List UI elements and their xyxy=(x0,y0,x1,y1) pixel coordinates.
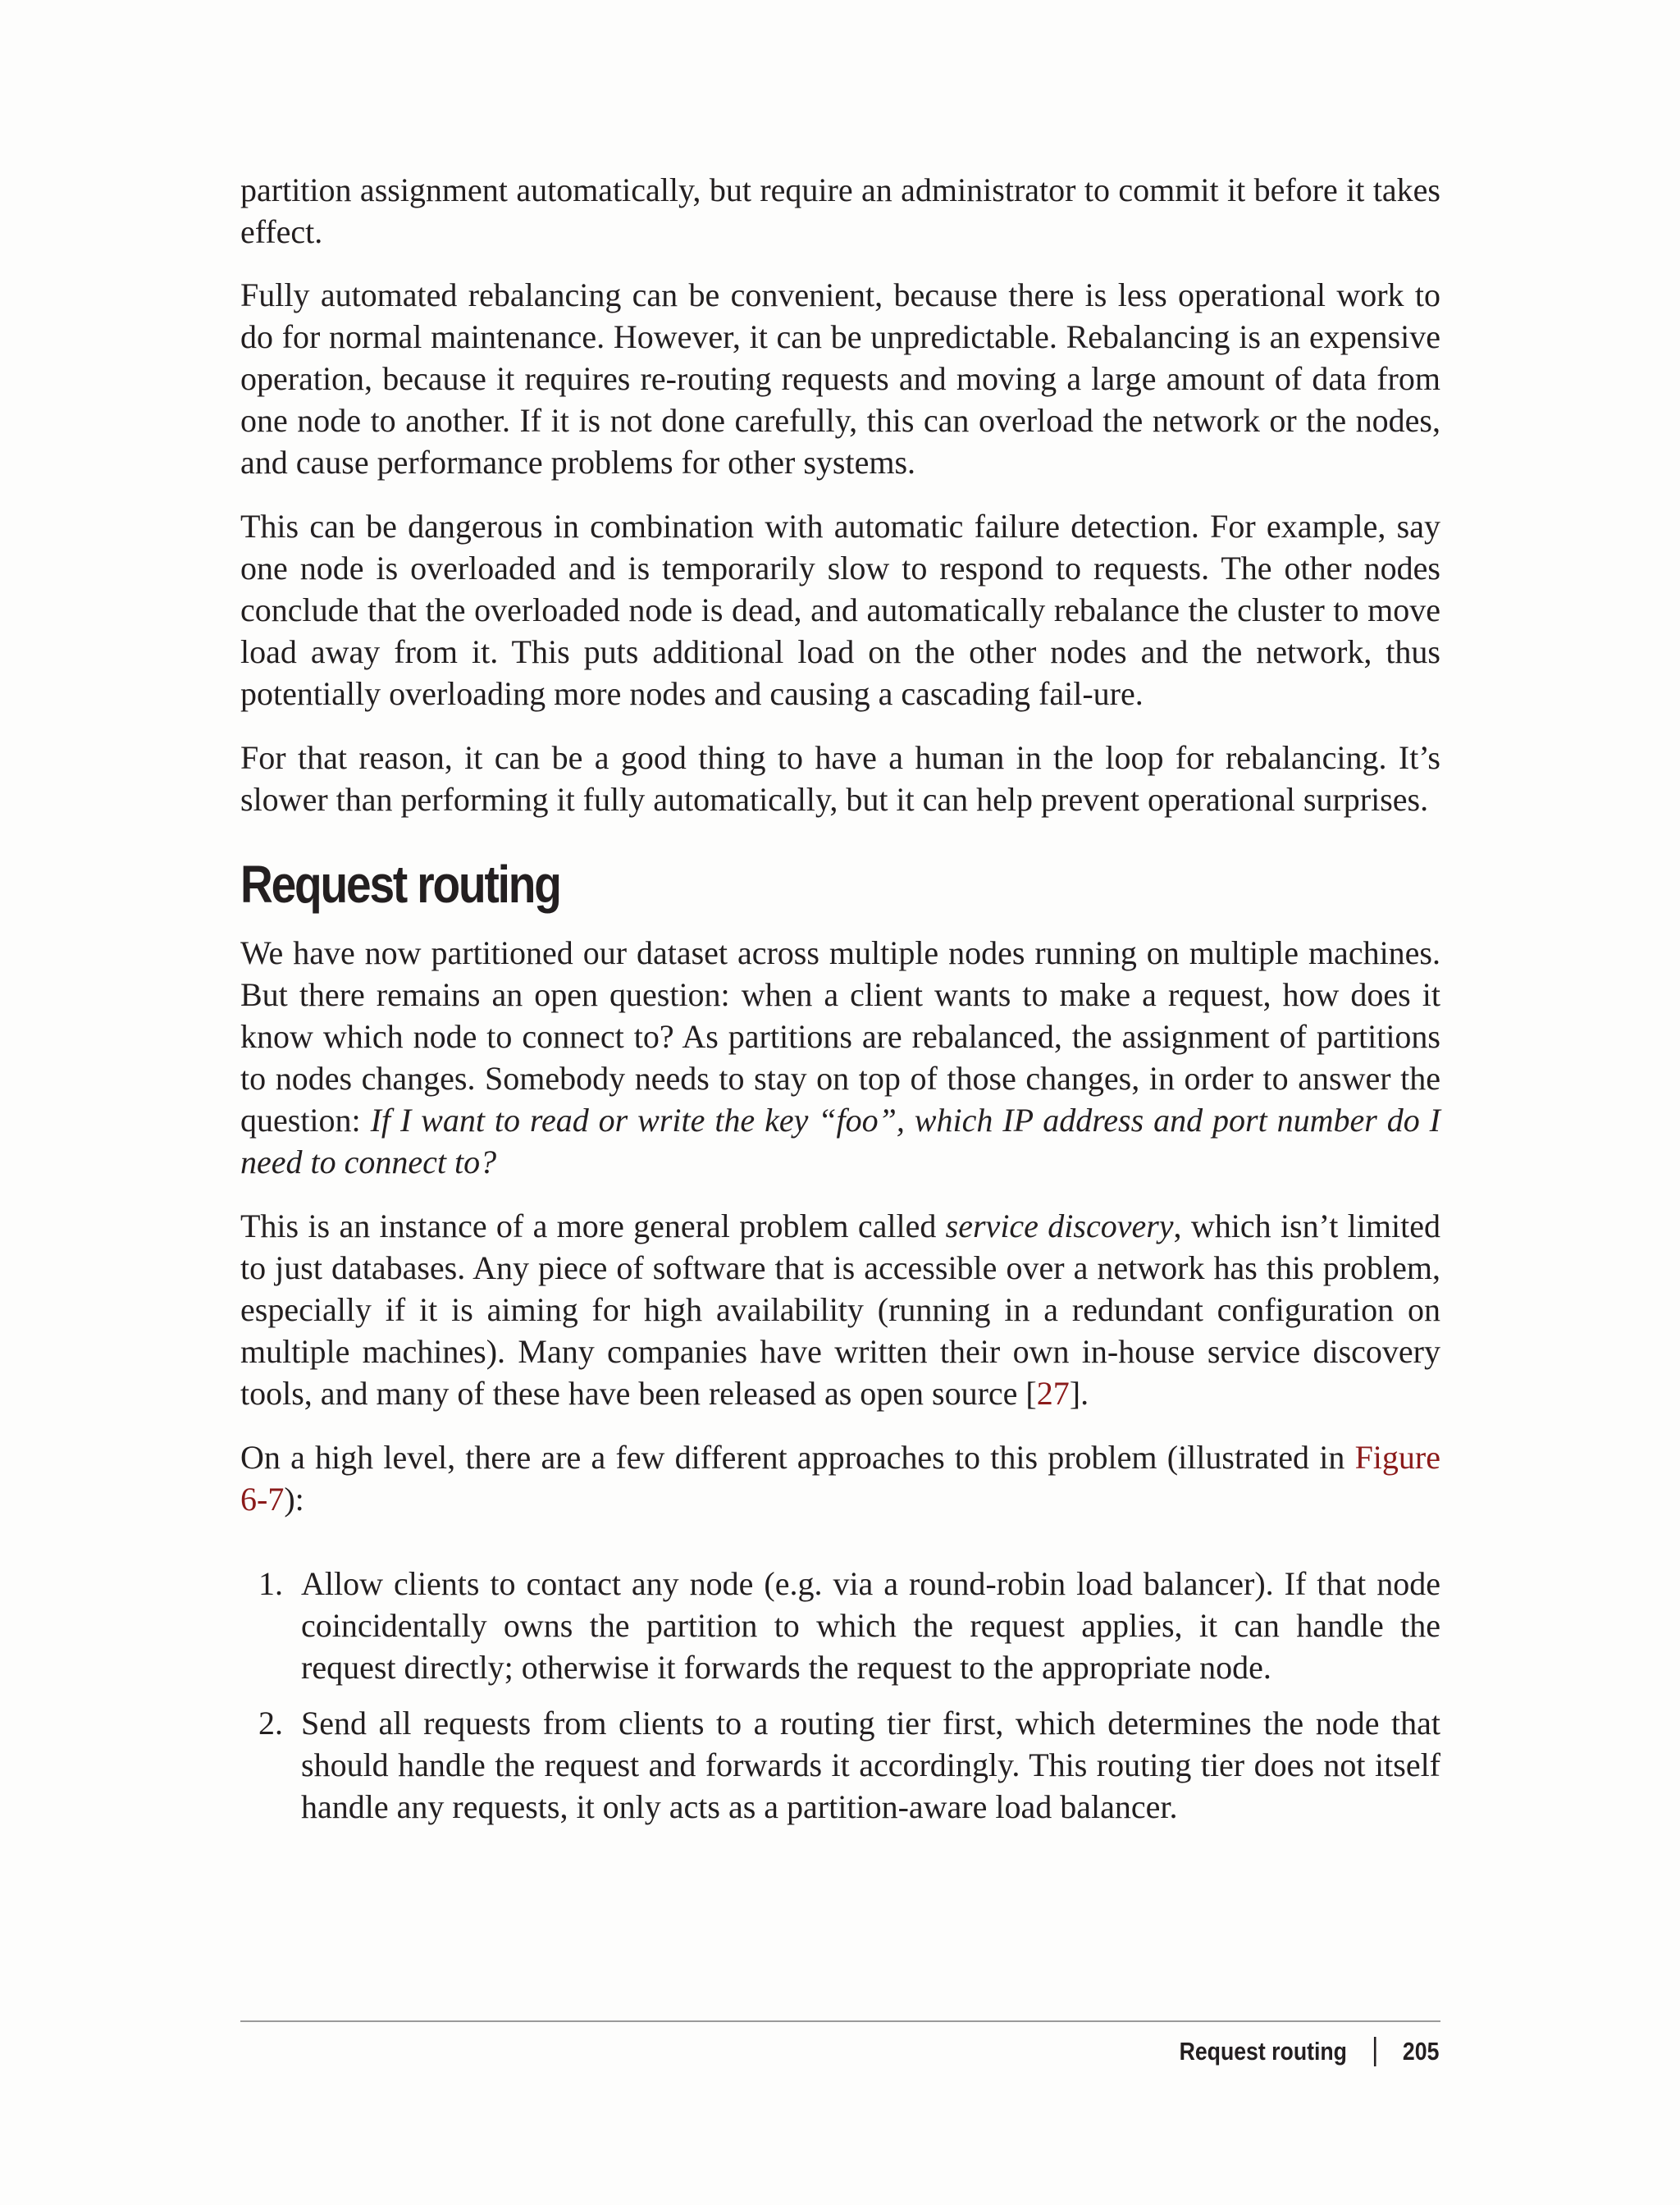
approaches-text-a: On a high level, there are a few different approaches to this problem (illustrated in xyxy=(240,1439,1355,1476)
service-discovery-term: service discovery xyxy=(945,1208,1174,1244)
reference-link[interactable]: 27 xyxy=(1036,1375,1070,1412)
service-discovery-text-b: , which isn’t limited to just databases. Any piece of software that is accessible over a network has this problem, especially if it is aiming for high availability (running in a redundant configuration on multiple machines). Many companies have written their own in-house service discovery tools, and many of these have been released as open source [ xyxy=(240,1208,1440,1412)
list-item-text: Send all requests from clients to a routing tier first, which determines the node that should handle the request and forwards it accordingly. This routing tier does not itself handle any requests, it only acts as a partition-aware load balancer. xyxy=(301,1705,1440,1825)
list-item xyxy=(240,1563,1440,1688)
approaches-list xyxy=(240,1563,1440,1828)
service-discovery-text-c: ]. xyxy=(1069,1375,1089,1412)
footer-separator xyxy=(1373,2037,1376,2066)
paragraph-service-discovery xyxy=(240,1205,1440,1414)
routing-question-emphasis: If I want to read or write the key “foo”, which IP address and port number do I need to connect to? xyxy=(240,1102,1440,1180)
paragraph-failure-detection: This can be dangerous in combination with automatic failure detection. For example, say one node is overloaded and is temporarily slow to respond to requests. The other nodes conclude that the overloaded node is dead, and automatically rebalance the cluster to move load away from it. This puts additional load on the other nodes and the network, thus potentially overloading more nodes and causing a cascading fail-ure. xyxy=(240,508,1440,712)
text-column xyxy=(240,169,1440,1842)
page-footer xyxy=(1179,2033,1439,2070)
paragraph-routing-question xyxy=(240,932,1440,1183)
approaches-text-b: ): xyxy=(284,1481,304,1518)
routing-question-text: We have now partitioned our dataset across multiple nodes running on multiple machines. But there remains an open question: when a client wants to make a request, how does it know which node to connect to? As partitions are rebalanced, the assignment of partitions to nodes changes. Somebody needs to stay on top of those changes, in order to answer the question: xyxy=(240,934,1440,1139)
footer-rule xyxy=(240,2020,1440,2022)
page-number: 205 xyxy=(1402,2037,1439,2066)
paragraph-human-in-loop: For that reason, it can be a good thing to have a human in the loop for rebalancing. It’s slower than performing it fully automatically, but it can help prevent operational surprises. xyxy=(240,739,1440,818)
footer-section-title: Request routing xyxy=(1179,2037,1347,2066)
service-discovery-text-a: This is an instance of a more general problem called xyxy=(240,1208,946,1244)
paragraph-automated-rebalancing: Fully automated rebalancing can be convenient, because there is less operational work to do for normal maintenance. However, it can be unpredictable. Rebalancing is an expensive operation, because it requires re-routing requests and moving a large amount of data from one node to another. If it is not done carefully, this can overload the network or the nodes, and cause performance problems for other systems. xyxy=(240,276,1440,481)
paragraph-approaches xyxy=(240,1436,1440,1520)
figure-link[interactable]: Figure 6-7 xyxy=(240,1439,1440,1518)
list-item-number: 2. xyxy=(258,1705,283,1742)
list-item xyxy=(240,1702,1440,1828)
paragraph-continuation: partition assignment automatically, but require an administrator to commit it before it takes effect. xyxy=(240,171,1440,250)
list-item-number: 1. xyxy=(258,1565,283,1602)
section-heading: Request routing xyxy=(240,855,560,914)
list-item-text: Allow clients to contact any node (e.g. via a round-robin load balancer). If that node coincidentally owns the partition to which the request applies, it can handle the request directly; otherwise it forwards the request to the appropriate node. xyxy=(301,1565,1440,1686)
